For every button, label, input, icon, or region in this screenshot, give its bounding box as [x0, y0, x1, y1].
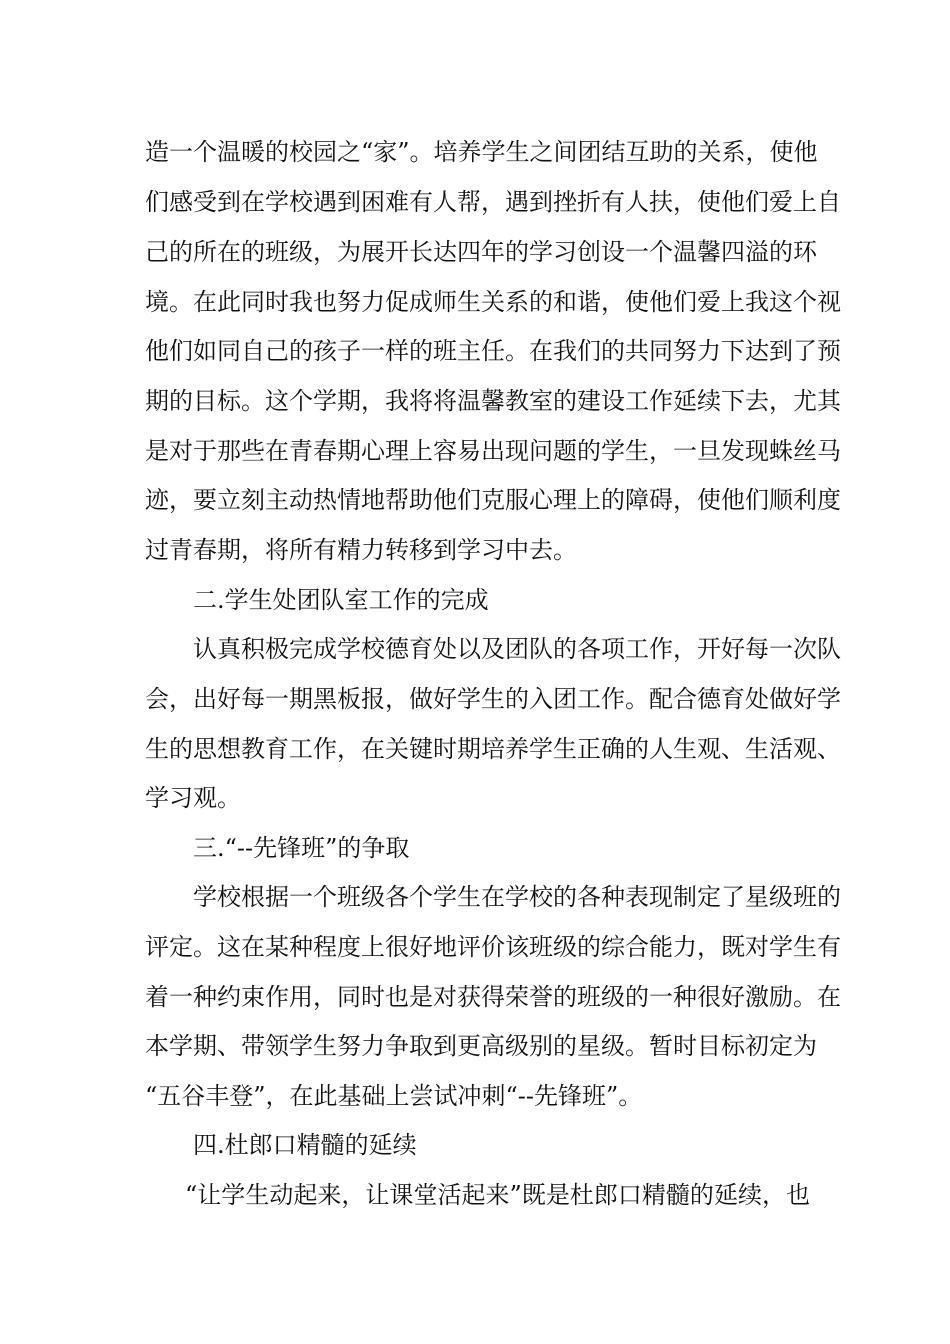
body-text-line: 本学期、带领学生努力争取到更高级别的星级。暂时目标初定为: [145, 1032, 817, 1060]
body-text-line: 境。在此同时我也努力促成师生关系的和谐，使他们爱上我这个视: [145, 288, 841, 316]
body-text-line: 迹，要立刻主动热情地帮助他们克服心理上的障碍，使他们顺利度: [145, 486, 841, 514]
body-text-line: 认真积极完成学校德育处以及团队的各项工作，开好每一次队: [193, 635, 841, 663]
body-text-line: “让学生动起来，让课堂活起来”既是杜郎口精髓的延续，也: [185, 1181, 810, 1209]
body-text-line: 过青春期，将所有精力转移到学习中去。: [145, 536, 577, 564]
body-text-line: 生的思想教育工作，在关键时期培养学生正确的人生观、生活观、: [145, 735, 841, 763]
body-text-line: 学校根据一个班级各个学生在学校的各种表现制定了星级班的: [193, 883, 841, 911]
body-text-line: 己的所在的班级，为展开长达四年的学习创设一个温馨四溢的环: [145, 238, 817, 266]
body-text-line: 着一种约束作用，同时也是对获得荣誉的班级的一种很好激励。在: [145, 983, 841, 1011]
body-text-line: “五谷丰登”，在此基础上尝试冲刺“--先锋班”。: [145, 1082, 643, 1110]
body-text-line: 他们如同自己的孩子一样的班主任。在我们的共同努力下达到了预: [145, 337, 841, 365]
body-text-line: 期的目标。这个学期，我将将温馨教室的建设工作延续下去，尤其: [145, 387, 841, 415]
section-heading: 二.学生处团队室工作的完成: [193, 586, 489, 614]
body-text-line: 学习观。: [145, 784, 241, 812]
body-text-line: 是对于那些在青春期心理上容易出现问题的学生，一旦发现蛛丝马: [145, 437, 841, 465]
section-heading: 三.“--先锋班”的争取: [193, 834, 410, 862]
body-text-line: 造一个温暖的校园之“家”。培养学生之间团结互助的关系，使他: [145, 138, 818, 166]
body-text-line: 们感受到在学校遇到困难有人帮，遇到挫折有人扶，使他们爱上自: [145, 188, 841, 216]
body-text-line: 评定。这在某种程度上很好地评价该班级的综合能力，既对学生有: [145, 933, 841, 961]
body-text-line: 会，出好每一期黑板报，做好学生的入团工作。配合德育处做好学: [145, 685, 841, 713]
section-heading: 四.杜郎口精髓的延续: [193, 1131, 417, 1159]
